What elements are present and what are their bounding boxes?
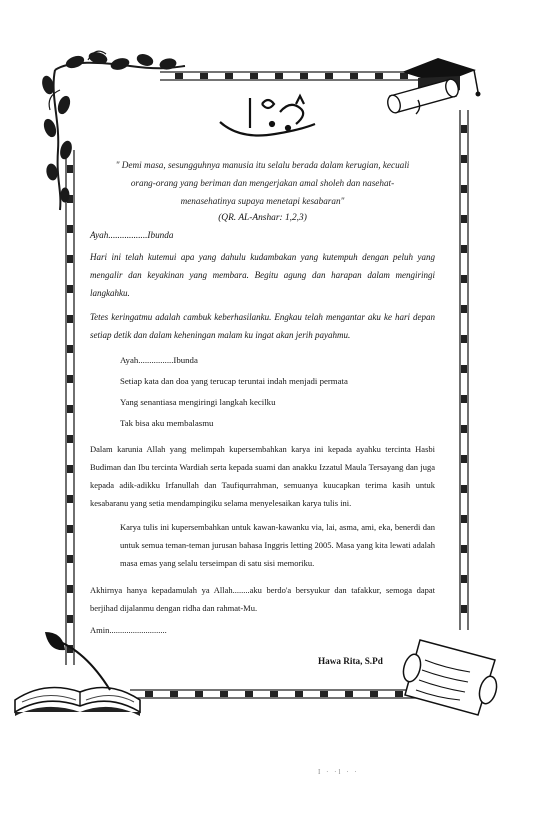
poem-block	[120, 350, 435, 434]
dedication-paragraph: Dalam karunia Allah yang melimpah kupersembahkan karya ini kepada ayahku tercinta Hasbi Budiman dan Ibu tercinta Wardiah serta kepada suami dan anakku Izzatul Maula Tersayang dan juga kepada adik-adikku Irfanullah dan Taufiqurrahman, semuanya kuucapkan terima kasih untuk kesabaranu yang setia mendampingiku selama menyelesaikan karya tulis ini.	[90, 444, 435, 508]
poem-line: Tak bisa aku membalasmu	[120, 418, 214, 428]
bottom-chain-border	[130, 690, 420, 698]
footer-mark: I · ·l · ·	[318, 768, 359, 776]
top-chain-links	[175, 73, 408, 79]
right-chain-links	[461, 125, 467, 613]
content-area	[90, 148, 435, 644]
italic-paragraph-2: Tetes keringatmu adalah cambuk keberhasilanku. Engkau telah mengantar aku ke hari depan setiap detik dan dalam keheningan malam ku ingat akan jerih payahmu.	[90, 312, 435, 340]
friends-paragraph: Karya tulis ini kupersembahkan untuk kawan-kawanku via, lai, asma, ami, eka, benerdi dan untuk semua teman-teman jurusan bahasa Inggris letting 2005. Masa yang kita lewati adalah masa emas yang selalu terseimpan di satu sisi memoriku.	[120, 522, 435, 568]
calligraphy-ornament-icon	[220, 96, 315, 136]
open-book-icon	[15, 688, 140, 717]
poem-line: Yang senantiasa mengiringi langkah kecilku	[120, 397, 276, 407]
quran-quote	[90, 156, 435, 210]
diploma-scroll-icon	[386, 78, 460, 114]
bottom-chain-links	[145, 691, 403, 697]
poem-line: Ayah................Ibunda	[120, 355, 198, 365]
quote-line-2: orang-orang yang beriman dan mengerjakan amal sholeh dan nasehat-	[130, 178, 395, 188]
signature-name: Hawa Rita, S.Pd	[318, 656, 383, 666]
poem-line: Setiap kata dan doa yang terucap teruntai indah menjadi permata	[120, 376, 348, 386]
salutation: Ayah.................Ibunda	[90, 230, 174, 240]
left-chain-links	[67, 165, 73, 653]
right-chain-border	[460, 110, 468, 630]
amin-line: Amin...........................	[90, 625, 167, 635]
closing-paragraph: Akhirnya hanya kepadamulah ya Allah........aku berdo'a bersyukur dan tafakkur, semoga dapat berjihad dijalanmu dengan ridha dan rahmat-Mu.	[90, 584, 435, 613]
quote-line-3: menasehatinya supaya menetapi kesabaran"	[180, 196, 345, 206]
graduation-cap-icon	[402, 58, 481, 97]
italic-paragraph-1: Hari ini telah kutemui apa yang dahulu kudambakan yang kutempuh dengan peluh yang mengalir dan keyakinan yang membara. Begitu agung dan harapan dalam mengiringi langkahku.	[90, 252, 435, 298]
quote-line-1: " Demi masa, sesungguhnya manusia itu selalu berada dalam kerugian, kecuali	[115, 160, 410, 170]
quote-source: (QR. AL-Anshar: 1,2,3)	[218, 213, 307, 223]
left-chain-border	[66, 150, 74, 665]
top-chain-border	[160, 72, 430, 80]
scroll-icon	[401, 640, 500, 715]
